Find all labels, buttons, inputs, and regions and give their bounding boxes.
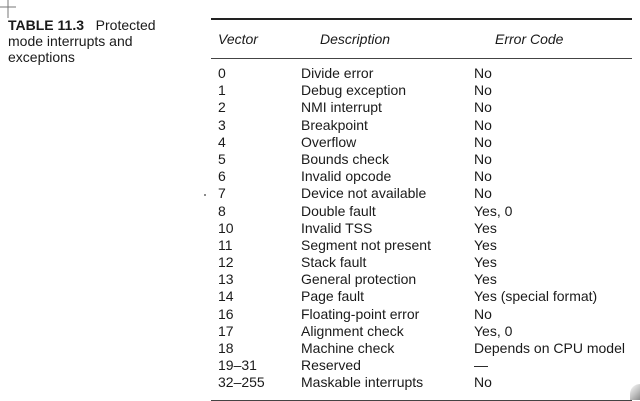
cell-description: Stack fault bbox=[301, 254, 367, 271]
cell-vector: 8 bbox=[218, 202, 226, 219]
cell-description: Debug exception bbox=[301, 82, 407, 99]
cell-vector: 1 bbox=[218, 82, 226, 99]
cell-vector: 5 bbox=[218, 150, 226, 167]
cell-vector: 7 bbox=[218, 185, 226, 202]
cell-description: NMI interrupt bbox=[301, 99, 382, 116]
cell-description: Page fault bbox=[301, 288, 365, 305]
interrupt-table bbox=[211, 18, 632, 401]
cell-error-code: Yes bbox=[474, 254, 497, 271]
cell-vector: 32–255 bbox=[218, 374, 265, 391]
cell-error-code: Yes bbox=[474, 236, 497, 253]
header-vector: Vector bbox=[218, 31, 258, 47]
cell-error-code: No bbox=[474, 116, 492, 133]
cell-description: Floating-point error bbox=[301, 305, 420, 322]
cell-error-code: No bbox=[474, 150, 492, 167]
cell-error-code: Yes bbox=[474, 219, 497, 236]
cell-error-code: No bbox=[474, 185, 492, 202]
table-row bbox=[211, 99, 632, 116]
cell-vector: 0 bbox=[218, 65, 226, 81]
table-row bbox=[211, 65, 632, 82]
header-description: Description bbox=[320, 31, 391, 47]
crop-mark-icon bbox=[0, 0, 16, 18]
table-row bbox=[211, 271, 632, 288]
page-curl bbox=[630, 384, 640, 400]
table-row bbox=[211, 82, 632, 99]
table-row bbox=[211, 306, 632, 323]
cell-error-code: No bbox=[474, 65, 492, 81]
cell-description: Divide error bbox=[301, 65, 374, 81]
cell-error-code: Depends on CPU model bbox=[474, 340, 625, 356]
header-error-code: Error Code bbox=[495, 31, 564, 47]
cell-error-code: No bbox=[474, 99, 492, 116]
cell-error-code: No bbox=[474, 82, 492, 99]
cell-description: Invalid opcode bbox=[301, 168, 392, 185]
table-row bbox=[211, 374, 632, 391]
cell-description: General protection bbox=[301, 271, 417, 288]
cell-error-code: Yes, 0 bbox=[474, 322, 513, 339]
table-caption bbox=[8, 17, 183, 65]
cell-vector: 11 bbox=[218, 236, 233, 253]
cell-vector: 14 bbox=[218, 288, 234, 305]
table-row bbox=[211, 340, 632, 357]
cell-vector: 16 bbox=[218, 305, 234, 322]
cell-error-code: Yes bbox=[474, 271, 497, 288]
cell-error-code: — bbox=[474, 357, 488, 374]
cell-error-code: Yes, 0 bbox=[474, 202, 513, 219]
cell-error-code: Yes (special format) bbox=[474, 288, 598, 305]
cell-description: Invalid TSS bbox=[301, 219, 373, 236]
table-title: Protected mode interrupts and exceptions bbox=[8, 17, 156, 65]
cell-description: Reserved bbox=[301, 357, 361, 374]
cell-vector: 2 bbox=[218, 99, 226, 116]
cell-error-code: No bbox=[474, 305, 492, 322]
cell-error-code: No bbox=[474, 133, 492, 150]
table-row bbox=[211, 288, 632, 305]
speck bbox=[204, 194, 206, 196]
cell-error-code: No bbox=[474, 374, 492, 391]
cell-description: Breakpoint bbox=[301, 116, 368, 133]
cell-vector: 6 bbox=[218, 168, 226, 185]
cell-vector: 4 bbox=[218, 133, 226, 150]
cell-description: Bounds check bbox=[301, 150, 389, 167]
table-row bbox=[211, 220, 632, 237]
cell-description: Double fault bbox=[301, 202, 376, 219]
cell-description: Alignment check bbox=[301, 322, 404, 339]
table-row bbox=[211, 254, 632, 271]
cell-vector: 3 bbox=[218, 116, 226, 133]
cell-description: Device not available bbox=[301, 185, 427, 202]
cell-description: Segment not present bbox=[301, 236, 431, 253]
table-row bbox=[211, 117, 632, 134]
cell-vector: 19–31 bbox=[218, 357, 257, 374]
table-row bbox=[211, 134, 632, 151]
table-row bbox=[211, 168, 632, 185]
cell-description: Overflow bbox=[301, 133, 357, 150]
cell-description: Maskable interrupts bbox=[301, 374, 424, 391]
table-body bbox=[211, 59, 632, 400]
table-row bbox=[211, 185, 632, 202]
table-row bbox=[211, 237, 632, 254]
cell-vector: 18 bbox=[218, 340, 234, 356]
cell-vector: 10 bbox=[218, 219, 234, 236]
cell-vector: 12 bbox=[218, 254, 234, 271]
table-row bbox=[211, 151, 632, 168]
table-number: TABLE 11.3 bbox=[8, 17, 84, 33]
table-row bbox=[211, 323, 632, 340]
table-row bbox=[211, 203, 632, 220]
cell-error-code: No bbox=[474, 168, 492, 185]
cell-description: Machine check bbox=[301, 340, 395, 356]
cell-vector: 17 bbox=[218, 322, 234, 339]
cell-vector: 13 bbox=[218, 271, 234, 288]
table-header bbox=[211, 20, 632, 58]
table-row bbox=[211, 357, 632, 374]
